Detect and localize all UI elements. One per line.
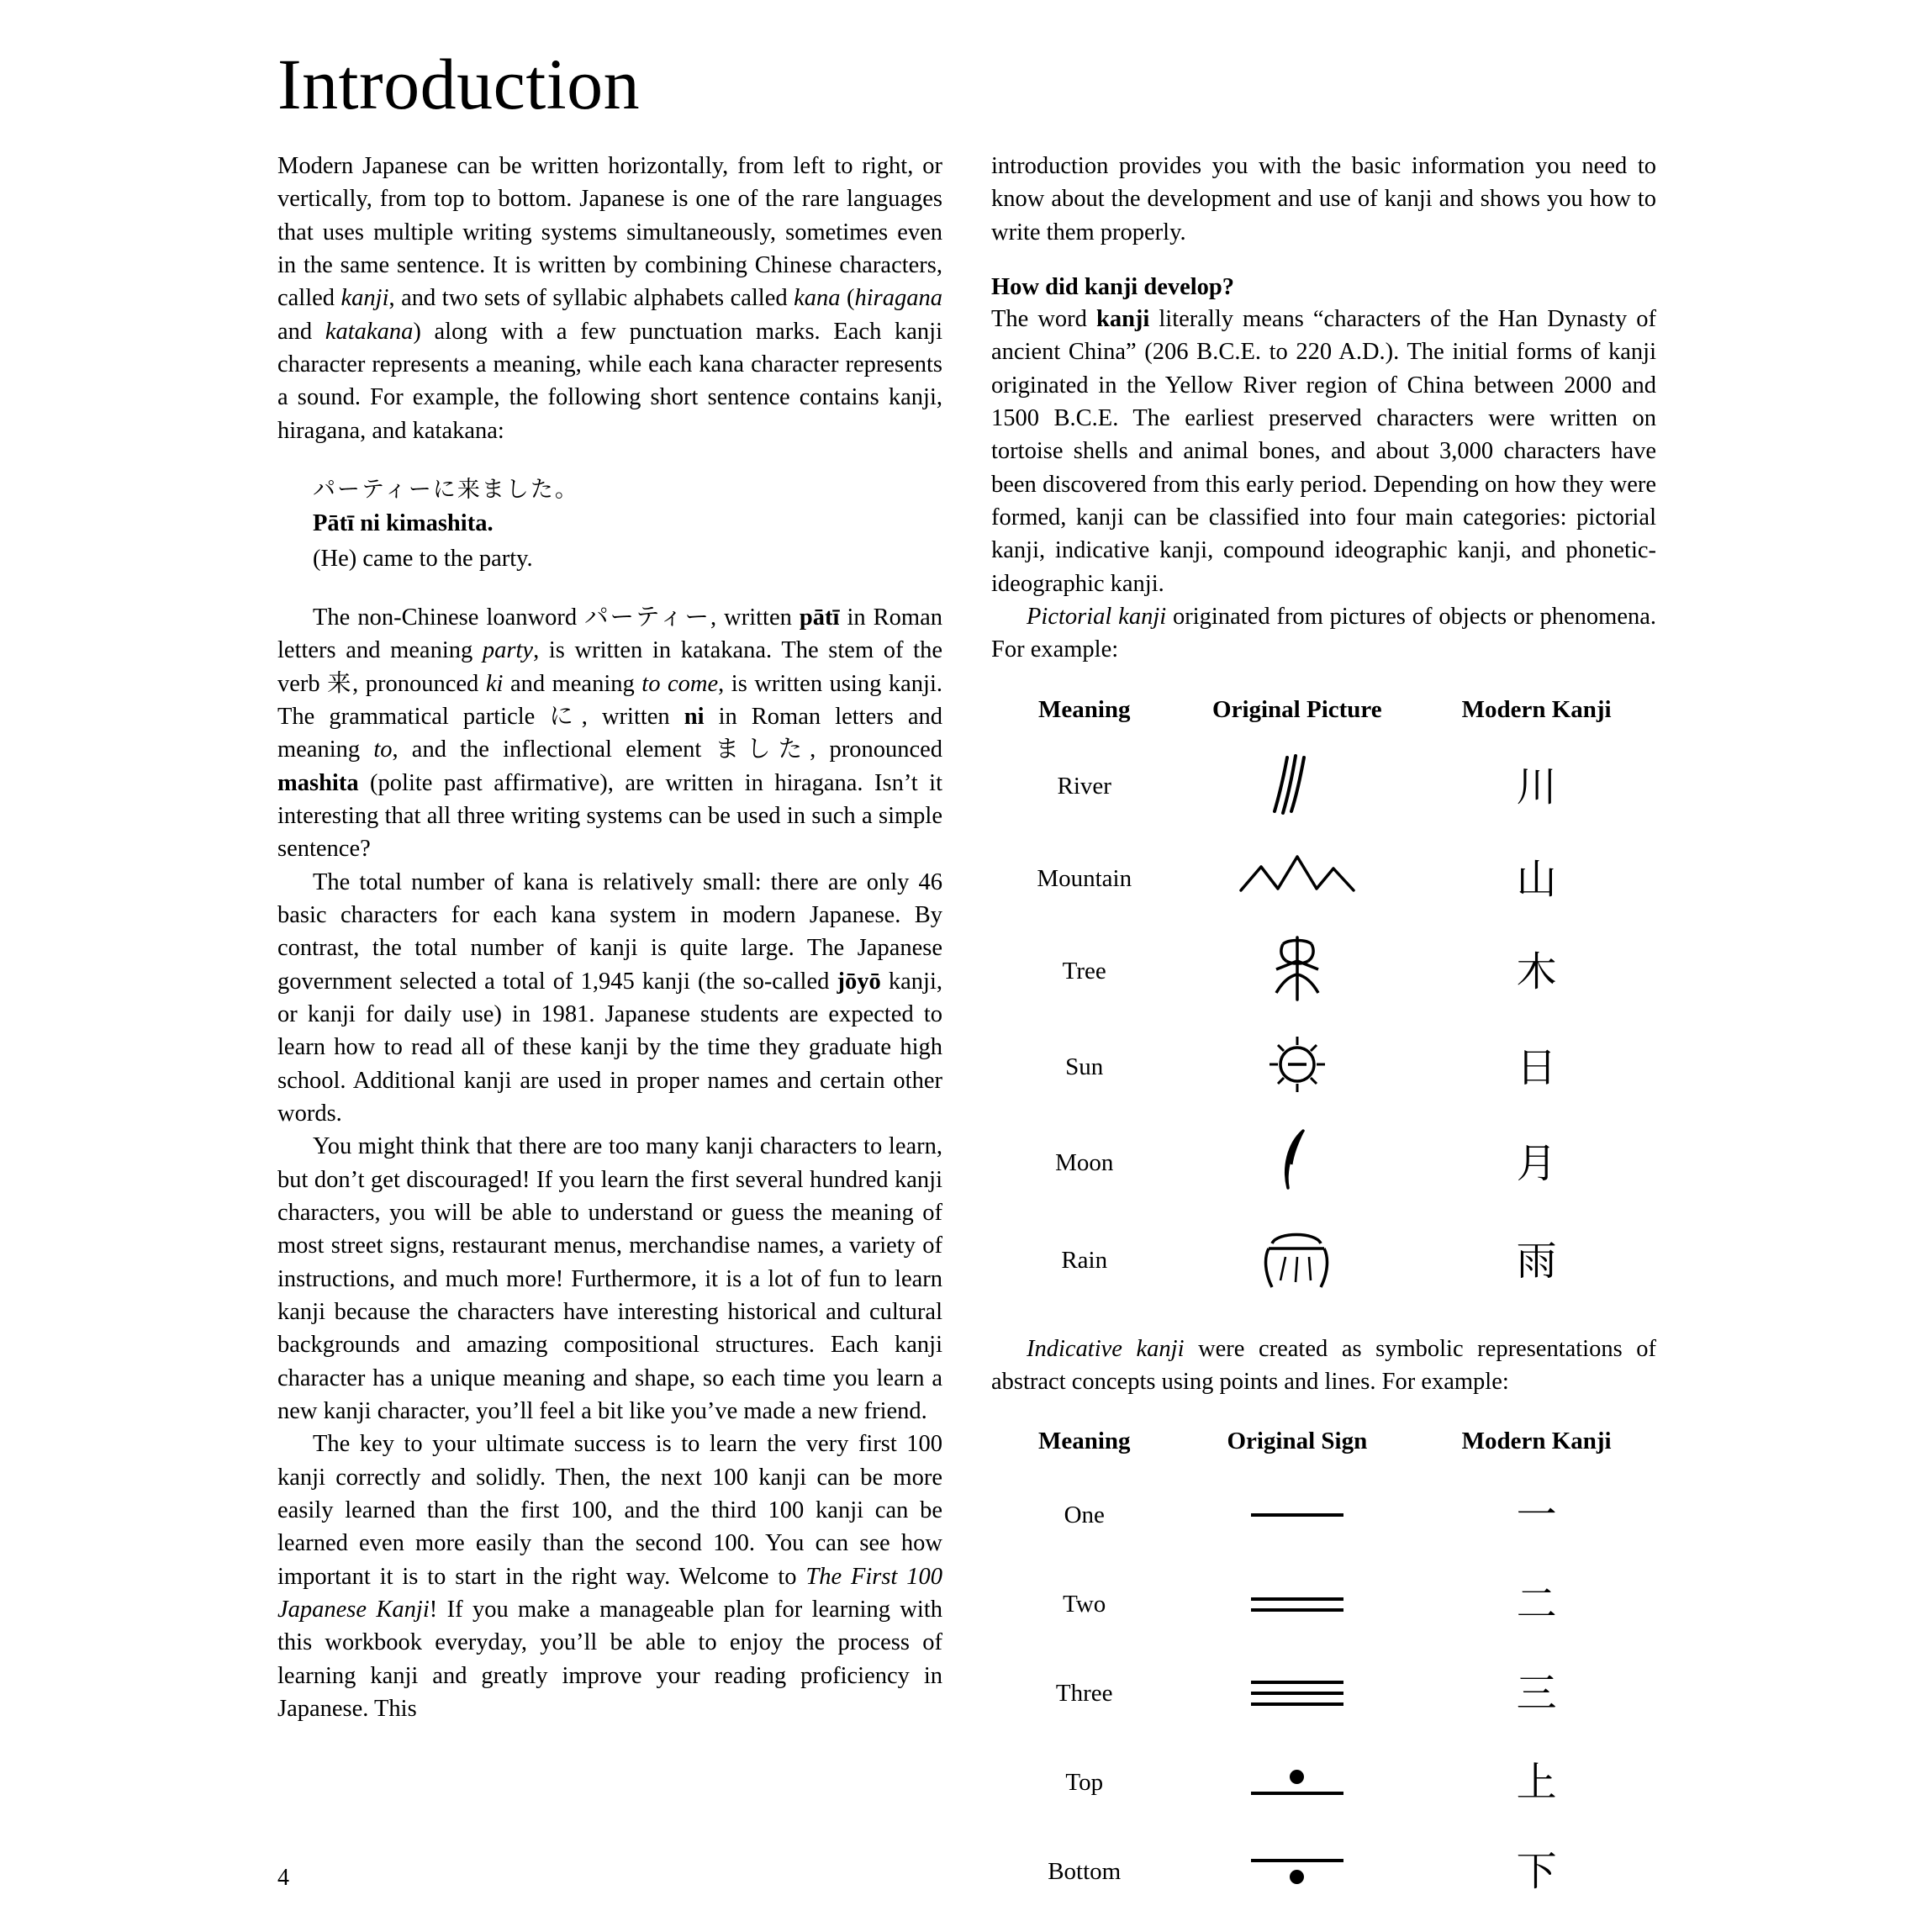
table-header-row bbox=[991, 695, 1656, 739]
table-row bbox=[991, 1649, 1656, 1738]
term-kana: kana bbox=[794, 285, 841, 312]
col-header-original-sign: Original Sign bbox=[1227, 1428, 1368, 1455]
table-row bbox=[991, 924, 1656, 1020]
term-joyo: jōyō bbox=[837, 968, 881, 995]
tree-drawing-svg bbox=[1251, 932, 1343, 1005]
meaning-cell: Tree bbox=[1062, 958, 1106, 985]
dot bbox=[1290, 1770, 1304, 1784]
line bbox=[1251, 1792, 1343, 1795]
paragraph-kana-count: The total number of kana is relatively small: there are only 46 basic characters for each kana system in modern Japanese. By contrast, the total number of kanji is quite large. The Japanese government selected a total of 1,945 kanji (the so-called jōyō kanji, or kanji for daily use) in 1981. Japanese students are expected to learn how to read all of these kanji by the time they graduate high school. Additional kanji are used in proper names and certain other words. bbox=[277, 868, 943, 1127]
kana-mashita: ました bbox=[715, 736, 810, 763]
example-english: (He) came to the party. bbox=[313, 545, 533, 572]
kanji-ki: 来 bbox=[327, 670, 353, 697]
table-header-row bbox=[991, 1427, 1656, 1470]
meaning-cell: Rain bbox=[1061, 1247, 1108, 1275]
modern-kanji-cell: 木 bbox=[1516, 948, 1557, 995]
modern-kanji-cell: 山 bbox=[1516, 855, 1557, 903]
table-row bbox=[991, 1560, 1656, 1649]
spacer bbox=[991, 1311, 1656, 1333]
example-sentence-block bbox=[277, 472, 942, 576]
meaning-cell: Sun bbox=[1065, 1053, 1104, 1081]
table-row bbox=[991, 1211, 1656, 1311]
col-header-meaning: Meaning bbox=[1037, 1428, 1131, 1455]
meaning-cell: Top bbox=[1065, 1768, 1104, 1796]
paragraph-pictorial-kanji bbox=[991, 600, 1656, 667]
col-header-modern-kanji: Modern Kanji bbox=[1461, 1428, 1612, 1455]
three-lines-icon bbox=[1177, 1649, 1417, 1738]
col-header-original-picture: Original Picture bbox=[1212, 695, 1382, 723]
pictorial-kanji-rest: originated from pictures of objects or phenomena. For example: bbox=[991, 603, 1656, 663]
river-strokes-icon bbox=[1177, 739, 1417, 835]
meaning-cell: Mountain bbox=[1037, 865, 1132, 893]
modern-kanji-cell: 二 bbox=[1516, 1581, 1557, 1628]
term-kanji: kanji bbox=[340, 285, 389, 312]
modern-kanji-cell: 月 bbox=[1516, 1139, 1557, 1187]
indicative-kanji-table bbox=[991, 1427, 1656, 1916]
dot bbox=[1290, 1870, 1304, 1884]
sun-rays-svg bbox=[1251, 1028, 1343, 1101]
col-header-meaning: Meaning bbox=[1037, 695, 1131, 723]
two-column-body bbox=[277, 150, 1656, 1916]
term-kanji-bold: kanji bbox=[1095, 305, 1150, 332]
meaning-cell: River bbox=[1057, 773, 1111, 800]
paragraph-key-to-success: The key to your ultimate success is to learn the very first 100 kanji correctly and solidly. Then, the next 100 kanji can be more easily learned than the first 100, and the third 100 kanji can be learned even more easily than the second 100. You can see how important it is to start in the right way. Welcome to The First 100 Japanese Kanji! If you make a manageable plan for learning with this workbook everyday, you’ll be able to enjoy the process of learning kanji and greatly improve your reading proficiency in Japanese. This bbox=[277, 1431, 942, 1722]
paragraph-indicative-kanji bbox=[991, 1333, 1656, 1399]
dot-below-line-icon bbox=[1177, 1827, 1417, 1916]
table-row bbox=[991, 1470, 1656, 1560]
line bbox=[1251, 1859, 1343, 1862]
meaning-cell: Three bbox=[1055, 1679, 1113, 1707]
line bbox=[1251, 1597, 1343, 1601]
paragraph-kanji-history: The word kanji literally means “characters of the Han Dynasty of ancient China” (206 B.C.E. to 220 A.D.). The initial forms of kanji originated in the Yellow River region of China between 2000 and 1500 B.C.E. The earliest preserved characters were written on tortoise shells and animal bones, and about 3,000 characters have been discovered from this early period. Depending on how they were formed, kanji can be classified into four main categories: pictorial kanji, indicative kanji, compound ideographic kanji, and phonetic-ideographic kanji. bbox=[991, 305, 1656, 597]
meaning-cell: Bottom bbox=[1048, 1857, 1122, 1885]
mountain-peaks-svg bbox=[1226, 847, 1369, 905]
line bbox=[1251, 1702, 1343, 1706]
crescent-moon-svg bbox=[1251, 1124, 1343, 1196]
modern-kanji-cell: 川 bbox=[1516, 763, 1557, 810]
dot-above-line-icon bbox=[1177, 1738, 1417, 1827]
sun-rays-icon bbox=[1177, 1020, 1417, 1116]
kana-party: パーティー bbox=[584, 604, 710, 631]
line bbox=[1251, 1608, 1343, 1612]
line bbox=[1251, 1513, 1343, 1517]
paragraph-continued: introduction provides you with the basic information you need to know about the development and use of kanji and shows you how to write them properly. bbox=[991, 153, 1656, 245]
subheading-how-did-kanji-develop: How did kanji develop? bbox=[991, 273, 1235, 300]
table-row bbox=[991, 1827, 1656, 1916]
left-column bbox=[277, 150, 942, 1916]
meaning-cell: One bbox=[1064, 1501, 1105, 1528]
right-column bbox=[991, 150, 1656, 1916]
paragraph-loanword: The non-Chinese loanword パーティー, written pātī in Roman letters and meaning party, is written in katakana. The stem of the verb 来, pronounced ki and meaning to come, is written using kanji. The grammatical particle に, written ni in Roman letters and meaning to, and the inflectional element ました, pronounced mashita (polite past affirmative), are written in hiragana. Isn’t it interesting that all three writing systems can be used in such a simple sentence? bbox=[277, 604, 943, 863]
table-row bbox=[991, 1020, 1656, 1116]
modern-kanji-cell: 三 bbox=[1516, 1670, 1557, 1718]
table-row bbox=[991, 835, 1656, 924]
rain-cloud-icon bbox=[1177, 1211, 1417, 1311]
one-line-icon bbox=[1177, 1470, 1417, 1560]
indicative-kanji-rest: were created as symbolic representations of abstract concepts using points and lines. For example: bbox=[991, 1335, 1656, 1395]
line bbox=[1251, 1681, 1343, 1684]
modern-kanji-cell: 一 bbox=[1516, 1491, 1557, 1539]
rain-cloud-svg bbox=[1238, 1220, 1356, 1296]
line bbox=[1251, 1692, 1343, 1695]
two-lines-icon bbox=[1177, 1560, 1417, 1649]
book-title: The First 100 Japanese Kanji bbox=[277, 1563, 942, 1623]
term-hiragana: hiragana bbox=[854, 285, 942, 312]
pictorial-kanji-table bbox=[991, 695, 1656, 1311]
table-row bbox=[991, 1738, 1656, 1827]
river-strokes-svg bbox=[1247, 747, 1348, 820]
page-number: 4 bbox=[277, 1865, 289, 1891]
modern-kanji-cell: 日 bbox=[1516, 1043, 1557, 1091]
table-row bbox=[991, 1116, 1656, 1211]
modern-kanji-cell: 下 bbox=[1516, 1848, 1557, 1896]
term-katakana: katakana bbox=[325, 318, 414, 345]
kana-ni: に bbox=[549, 704, 582, 731]
meaning-cell: Two bbox=[1063, 1590, 1106, 1618]
crescent-moon-icon bbox=[1177, 1116, 1417, 1211]
example-romaji: Pātī ni kimashita. bbox=[313, 510, 494, 537]
term-indicative-kanji: Indicative kanji bbox=[1027, 1335, 1185, 1362]
modern-kanji-cell: 上 bbox=[1516, 1759, 1557, 1807]
paragraph-intro: Modern Japanese can be written horizontally, from left to right, or vertically, from top to bottom. Japanese is one of the rare languages that uses multiple writing systems simultaneously, sometimes even in the same sentence. It is written by combining Chinese characters, called kanji, and two sets of syllabic alphabets called kana (hiragana and katakana) along with a few punctuation marks. Each kanji character represents a meaning, while each kana character represents a sound. For example, the following short sentence contains kanji, hiragana, and katakana: bbox=[277, 153, 943, 444]
paragraph-encouragement: You might think that there are too many kanji characters to learn, but don’t get discouraged! If you learn the first several hundred kanji characters, you will be able to understand or guess the meaning of most street signs, restaurant menus, merchandise names, a variety of instructions, and much more! Furthermore, it is a lot of fun to learn kanji because the characters have interesting historical and cultural backgrounds and amazing compositional structures. Each kanji character has a unique meaning and shape, so each time you learn a new kanji character, you’ll feel a bit like you’ve made a new friend. bbox=[277, 1133, 942, 1424]
modern-kanji-cell: 雨 bbox=[1516, 1237, 1557, 1285]
page-title: Introduction bbox=[277, 43, 641, 124]
table-row bbox=[991, 739, 1656, 835]
mountain-peaks-icon bbox=[1177, 835, 1417, 924]
example-japanese: パーティーに来ました。 bbox=[313, 476, 579, 502]
term-pictorial-kanji: Pictorial kanji bbox=[1027, 603, 1167, 630]
col-header-modern-kanji: Modern Kanji bbox=[1461, 695, 1612, 723]
tree-drawing-icon bbox=[1177, 924, 1417, 1020]
meaning-cell: Moon bbox=[1055, 1149, 1114, 1177]
